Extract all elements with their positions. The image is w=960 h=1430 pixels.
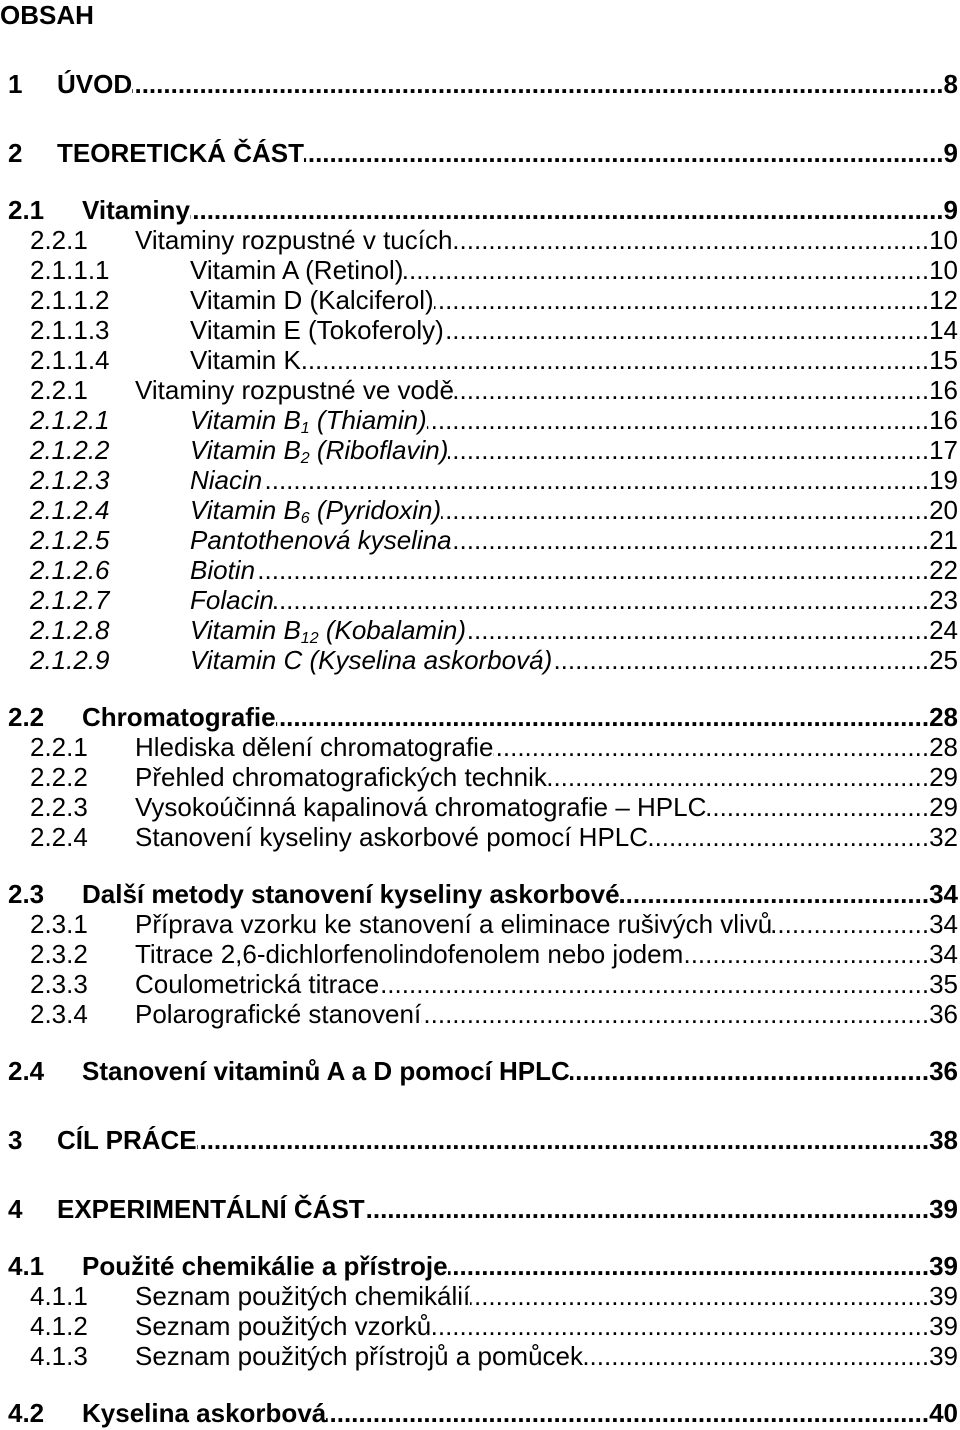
- toc-entry-page-number: 32: [929, 822, 958, 852]
- toc-entry-title-text: Polarografické stanovení: [135, 999, 422, 1029]
- toc-entry-title-subscript: 12: [300, 630, 319, 647]
- dot-leader: [583, 1341, 929, 1371]
- toc-entry-title: [190, 465, 262, 495]
- toc-entry-number: 2.4: [8, 1056, 45, 1086]
- toc-entry-number: 2.2: [8, 702, 45, 732]
- dot-leader: [452, 525, 929, 555]
- toc-entry-page-number: 34: [929, 909, 958, 939]
- toc-entry-title-text: Titrace 2,6-dichlorfenolindofenolem nebo jodem: [135, 939, 684, 969]
- toc-entry-title-text: EXPERIMENTÁLNÍ ČÁST: [57, 1194, 365, 1224]
- toc-entry[interactable]: [0, 702, 960, 732]
- dot-leader: [262, 465, 929, 495]
- toc-entry-title-text: Vitamin B: [190, 405, 301, 435]
- toc-entry-title: [57, 69, 132, 99]
- dot-leader: [683, 939, 929, 969]
- dot-leader: [454, 375, 929, 405]
- toc-entry[interactable]: [0, 999, 960, 1029]
- dot-leader: [255, 555, 929, 585]
- toc-entry[interactable]: [0, 405, 960, 435]
- toc-entry-title: [135, 792, 706, 822]
- toc-entry-number: 2.2.1: [30, 375, 88, 405]
- toc-entry-title: [135, 969, 379, 999]
- toc-entry-number: 2.3.2: [30, 939, 88, 969]
- toc-entry-title: [57, 138, 304, 168]
- toc-entry-title-text: Hlediska dělení chromatografie: [135, 732, 494, 762]
- toc-entry-title-text: Pantothenová kyselina: [190, 525, 452, 555]
- toc-entry-title: [135, 1281, 470, 1311]
- toc-entry-page-number: 36: [929, 1056, 958, 1086]
- toc-entry[interactable]: [0, 375, 960, 405]
- toc-entry-title-subscript: 2: [300, 450, 310, 467]
- toc-entry[interactable]: [0, 645, 960, 675]
- toc-entry-title-subscript: 6: [300, 510, 310, 527]
- toc-entry[interactable]: [0, 879, 960, 909]
- toc-entry-number: 2.1.2.4: [30, 495, 110, 525]
- toc-entry-page-number: 16: [929, 405, 958, 435]
- dot-leader: [448, 435, 929, 465]
- toc-entry-title-text: Vitamin B: [190, 615, 301, 645]
- toc-entry[interactable]: [0, 1281, 960, 1311]
- toc-entry-page-number: 28: [929, 732, 958, 762]
- dot-leader: [444, 315, 929, 345]
- toc-entry-number: 2.1.1.3: [30, 315, 110, 345]
- toc-entry[interactable]: [0, 909, 960, 939]
- toc-entry[interactable]: [0, 822, 960, 852]
- toc-entry-title: [190, 555, 255, 585]
- toc-entry-page-number: 8: [943, 69, 958, 99]
- toc-entry[interactable]: [0, 525, 960, 555]
- dot-leader: [772, 909, 929, 939]
- toc-entry-page-number: 14: [929, 315, 958, 345]
- toc-entry-title-text: Příprava vzorku ke stanovení a eliminace rušivých vlivů: [135, 909, 773, 939]
- dot-leader: [379, 969, 929, 999]
- toc-entry-page-number: 39: [929, 1311, 958, 1341]
- dot-leader: [448, 1251, 930, 1281]
- toc-entry-title-text: Folacin: [190, 585, 274, 615]
- toc-entry-title-text: Kyselina askorbová: [82, 1398, 327, 1428]
- toc-entry-title-text: Vitamin A (Retinol): [190, 255, 404, 285]
- toc-entry-title-text: Stanovení kyseliny askorbové pomocí HPLC: [135, 822, 649, 852]
- toc-entry[interactable]: [0, 585, 960, 615]
- dot-leader: [470, 1281, 929, 1311]
- toc-entry-number: 2.2.1: [30, 225, 88, 255]
- toc-entry-number: 4.1: [8, 1251, 45, 1281]
- toc-entry-title-text: Vitamin D (Kalciferol): [190, 285, 434, 315]
- dot-leader: [308, 345, 929, 375]
- dot-leader: [466, 615, 929, 645]
- toc-entry-title: [190, 585, 274, 615]
- dot-leader: [648, 822, 929, 852]
- toc-entry-title: [190, 285, 434, 315]
- dot-leader: [434, 285, 929, 315]
- toc-entry-title: [135, 732, 493, 762]
- toc-entry-number: 2.1.2.1: [30, 405, 110, 435]
- toc-entry-title-text: Vitamin C (Kyselina askorbová): [190, 645, 553, 675]
- toc-entry[interactable]: [0, 939, 960, 969]
- dot-leader: [620, 879, 930, 909]
- toc-entry-page-number: 20: [929, 495, 958, 525]
- toc-entry-title-text: Chromatografie: [82, 702, 276, 732]
- toc-entry[interactable]: [0, 615, 960, 645]
- toc-entry-title-text: Vysokoúčinná kapalinová chromatografie – HPLC: [135, 792, 707, 822]
- dot-leader: [431, 1311, 929, 1341]
- toc-entry[interactable]: [0, 285, 960, 315]
- toc-entry-page-number: 10: [929, 225, 958, 255]
- toc-entry-number: 4: [8, 1194, 23, 1224]
- toc-entry-title-text: TEORETICKÁ ČÁST: [57, 138, 304, 168]
- toc-entry-number: 2.1.2.6: [30, 555, 110, 585]
- toc-entry-page-number: 35: [929, 969, 958, 999]
- toc-entry-title: [190, 405, 427, 435]
- toc-entry-title-text: Vitamin K.: [190, 345, 309, 375]
- page-title: OBSAH: [0, 0, 94, 30]
- toc-entry[interactable]: [0, 1398, 960, 1428]
- toc-entry-number: 2.1.2.3: [30, 465, 110, 495]
- toc-entry-page-number: 25: [929, 645, 958, 675]
- dot-leader: [276, 702, 930, 732]
- toc-entry-title: [82, 702, 276, 732]
- toc-entry-title: [190, 525, 452, 555]
- toc-entry-title-text: Vitamin B: [190, 495, 301, 525]
- dot-leader: [570, 1056, 929, 1086]
- toc-entry-title-text: Vitaminy rozpustné v tucích: [135, 225, 453, 255]
- toc-entry-title: [190, 315, 444, 345]
- toc-entry-page-number: 17: [929, 435, 958, 465]
- toc-entry[interactable]: [0, 195, 960, 225]
- dot-leader: [190, 195, 944, 225]
- toc-entry-page-number: 38: [929, 1125, 958, 1155]
- toc-entry-title: [135, 225, 452, 255]
- toc-entry-number: 2.3.1: [30, 909, 88, 939]
- dot-leader: [197, 1125, 929, 1155]
- toc-entry[interactable]: [0, 225, 960, 255]
- toc-entry-page-number: 39: [929, 1341, 958, 1371]
- dot-leader: [304, 138, 944, 168]
- dot-leader: [427, 405, 929, 435]
- toc-entry-page-number: 34: [929, 939, 958, 969]
- toc-entry-title: [135, 999, 421, 1029]
- toc-entry-title-text: Coulometrická titrace: [135, 969, 380, 999]
- toc-entry-title: [82, 1251, 448, 1281]
- toc-entry-title: [57, 1125, 197, 1155]
- dot-leader: [493, 732, 929, 762]
- toc-entry[interactable]: [0, 1125, 960, 1155]
- toc-entry-title-text-after: (Kobalamin): [318, 615, 466, 645]
- toc-entry-title-text-after: (Riboflavin): [309, 435, 449, 465]
- toc-entry-title-text: ÚVOD: [57, 69, 133, 99]
- toc-entry-page-number: 23: [929, 585, 958, 615]
- toc-entry-title: [135, 1341, 583, 1371]
- toc-entry-number: 2.1.1.1: [30, 255, 110, 285]
- toc-entry[interactable]: [0, 495, 960, 525]
- toc-entry-page-number: 10: [929, 255, 958, 285]
- toc-entry[interactable]: [0, 762, 960, 792]
- toc-entry-number: 4.1.3: [30, 1341, 88, 1371]
- toc-entry-number: 4.2: [8, 1398, 45, 1428]
- toc-entry-number: 2.2.3: [30, 792, 88, 822]
- toc-entry[interactable]: [0, 732, 960, 762]
- toc-entry-title-text: Seznam použitých přístrojů a pomůcek: [135, 1341, 583, 1371]
- toc-entry-page-number: 21: [929, 525, 958, 555]
- toc-entry[interactable]: [0, 1194, 960, 1224]
- toc-entry-page-number: 12: [929, 285, 958, 315]
- toc-entry-page-number: 15: [929, 345, 958, 375]
- toc-entry-number: 2.2.2: [30, 762, 88, 792]
- toc-entry-title: [135, 762, 547, 792]
- dot-leader: [274, 585, 929, 615]
- toc-entry-title: [82, 879, 620, 909]
- toc-entry[interactable]: [0, 1251, 960, 1281]
- toc-entry-title-text: Biotin: [190, 555, 256, 585]
- toc-entry-page-number: 40: [929, 1398, 958, 1428]
- toc-entry-title: [135, 1311, 431, 1341]
- toc-entry-title: [135, 939, 683, 969]
- toc-entry-number: 2.1.2.8: [30, 615, 110, 645]
- toc-entry-number: 2: [8, 138, 23, 168]
- toc-entry-title-text: Vitaminy rozpustné ve vodě: [135, 375, 454, 405]
- toc-entry[interactable]: [0, 555, 960, 585]
- toc-entry-number: 2.3: [8, 879, 45, 909]
- dot-leader: [132, 69, 943, 99]
- toc-entry-title: [135, 822, 648, 852]
- toc-entry-number: 2.1: [8, 195, 45, 225]
- toc-entry[interactable]: [0, 138, 960, 168]
- toc-entry-page-number: 28: [929, 702, 958, 732]
- toc-entry-page-number: 22: [929, 555, 958, 585]
- toc-entry[interactable]: [0, 792, 960, 822]
- toc-entry-page-number: 29: [929, 762, 958, 792]
- toc-entry-title: [82, 1398, 326, 1428]
- toc-entry[interactable]: [0, 1056, 960, 1086]
- dot-leader: [452, 225, 929, 255]
- toc-entry-title: [190, 615, 466, 645]
- dot-leader: [365, 1194, 929, 1224]
- table-of-contents: [0, 69, 960, 1428]
- toc-entry[interactable]: [0, 69, 960, 99]
- toc-entry-title: [135, 909, 772, 939]
- toc-entry-page-number: 34: [929, 879, 958, 909]
- dot-leader: [706, 792, 929, 822]
- toc-entry-title: [82, 1056, 570, 1086]
- toc-entry-title-text: Vitamin E (Tokoferoly): [190, 315, 444, 345]
- toc-entry-title-text: CÍL PRÁCE: [57, 1125, 197, 1155]
- toc-entry[interactable]: [0, 1341, 960, 1371]
- toc-entry-page-number: 36: [929, 999, 958, 1029]
- toc-entry-title: [135, 375, 454, 405]
- toc-entry-title: [190, 435, 448, 465]
- toc-entry-page-number: 9: [943, 195, 958, 225]
- toc-entry[interactable]: [0, 1311, 960, 1341]
- toc-entry-title-text: Seznam použitých vzorků: [135, 1311, 432, 1341]
- toc-entry-page-number: 39: [929, 1194, 958, 1224]
- toc-entry-number: 4.1.1: [30, 1281, 88, 1311]
- dot-leader: [552, 645, 929, 675]
- toc-entry-title-text: Stanovení vitaminů A a D pomocí HPLC: [82, 1056, 570, 1086]
- toc-entry[interactable]: [0, 345, 960, 375]
- dot-leader: [547, 762, 929, 792]
- toc-entry-title: [190, 645, 552, 675]
- toc-entry[interactable]: [0, 315, 960, 345]
- toc-entry-page-number: 39: [929, 1281, 958, 1311]
- toc-entry-page-number: 19: [929, 465, 958, 495]
- toc-entry-title-text: Další metody stanovení kyseliny askorbové: [82, 879, 620, 909]
- toc-entry-number: 2.3.3: [30, 969, 88, 999]
- toc-entry[interactable]: [0, 465, 960, 495]
- toc-entry-title-text: Použité chemikálie a přístroje: [82, 1251, 448, 1281]
- toc-entry-page-number: 29: [929, 792, 958, 822]
- toc-entry-number: 2.3.4: [30, 999, 88, 1029]
- dot-leader: [441, 495, 929, 525]
- toc-entry-number: 2.2.1: [30, 732, 88, 762]
- dot-leader: [326, 1398, 929, 1428]
- toc-entry-number: 2.1.2.2: [30, 435, 110, 465]
- toc-entry-title-text: Niacin: [190, 465, 263, 495]
- toc-entry-page-number: 24: [929, 615, 958, 645]
- toc-entry-page-number: 39: [929, 1251, 958, 1281]
- toc-entry-number: 2.2.4: [30, 822, 88, 852]
- toc-entry-number: 1: [8, 69, 23, 99]
- toc-entry-title-text: Přehled chromatografických technik: [135, 762, 547, 792]
- toc-entry[interactable]: [0, 435, 960, 465]
- toc-entry-number: 2.1.2.5: [30, 525, 110, 555]
- toc-entry-title-text-after: (Thiamin): [309, 405, 427, 435]
- toc-entry-number: 3: [8, 1125, 23, 1155]
- toc-entry[interactable]: [0, 255, 960, 285]
- toc-entry[interactable]: [0, 969, 960, 999]
- dot-leader: [421, 999, 929, 1029]
- toc-entry-number: 2.1.2.9: [30, 645, 110, 675]
- toc-entry-title-text: Vitaminy: [82, 195, 190, 225]
- toc-entry-title-text: Vitamin B: [190, 435, 301, 465]
- toc-entry-title-text-after: (Pyridoxin): [309, 495, 442, 525]
- toc-entry-number: 4.1.2: [30, 1311, 88, 1341]
- toc-entry-title-subscript: 1: [300, 420, 310, 437]
- toc-entry-title: [190, 495, 441, 525]
- toc-entry-title-text: Seznam použitých chemikálií: [135, 1281, 471, 1311]
- toc-entry-page-number: 9: [943, 138, 958, 168]
- toc-entry-number: 2.1.2.7: [30, 585, 110, 615]
- toc-entry-number: 2.1.1.2: [30, 285, 110, 315]
- toc-entry-title: [190, 345, 308, 375]
- dot-leader: [403, 255, 929, 285]
- toc-entry-title: [82, 195, 190, 225]
- toc-entry-title: [190, 255, 403, 285]
- toc-entry-number: 2.1.1.4: [30, 345, 110, 375]
- toc-entry-title: [57, 1194, 365, 1224]
- toc-entry-page-number: 16: [929, 375, 958, 405]
